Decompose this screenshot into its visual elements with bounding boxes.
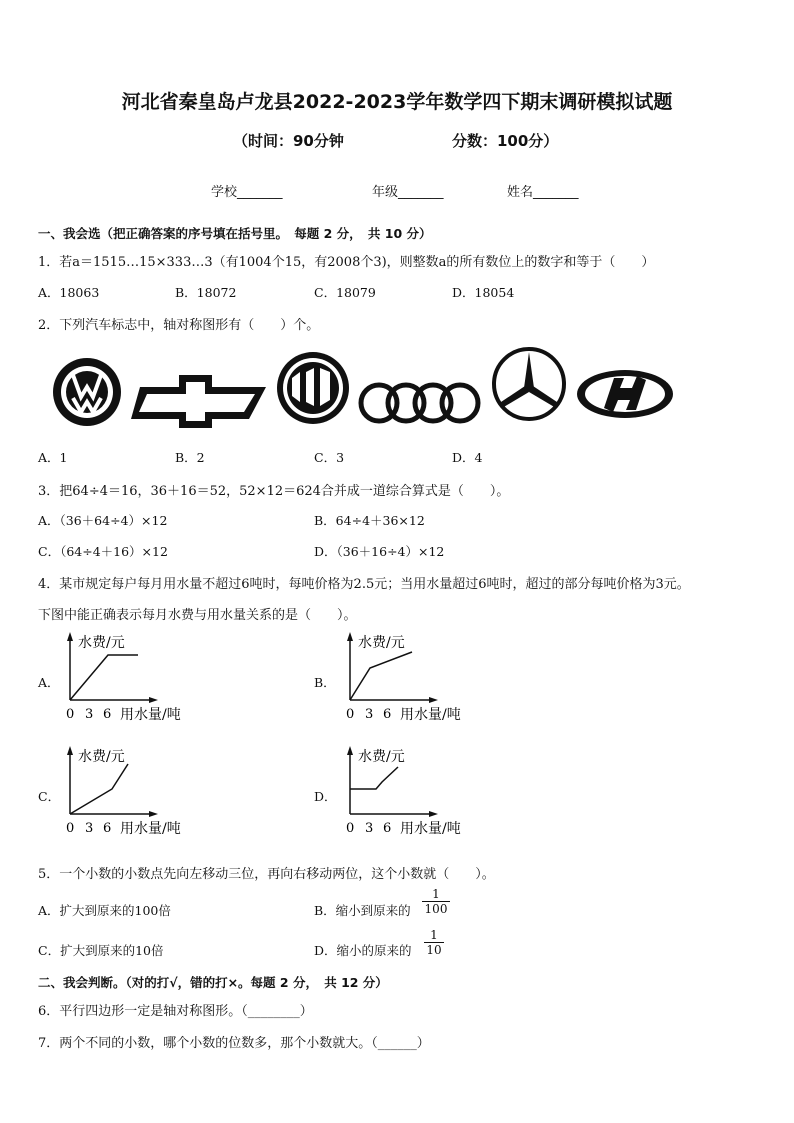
graph-d: [340, 742, 490, 840]
graph-b-tick-3: 3: [365, 707, 374, 722]
graph-a-tick-6: 6: [103, 707, 112, 722]
q4-option-c: C．: [38, 789, 61, 804]
fraction-denominator: 10: [424, 942, 444, 957]
audi-logo: [361, 385, 478, 421]
q1-option-b: B．18072: [175, 285, 237, 300]
grade-field: 年级_______: [372, 185, 444, 200]
q1-option-d: D．18054: [452, 285, 515, 300]
graph-a-tick-3: 3: [85, 707, 94, 722]
q3-option-c: C．（64÷4＋16）×12: [38, 544, 168, 559]
graph-c-xlabel: 用水量/吨: [120, 821, 181, 837]
q1-option-c: C．18079: [314, 285, 376, 300]
graph-b-ylabel: 水费/元: [358, 635, 405, 651]
hyundai-logo: [577, 370, 673, 418]
question-3: 3．把64÷4＝16，36＋16＝52，52×12＝624合并成一道综合算式是（ ）。: [38, 484, 510, 499]
question-1: 1．若a＝1515…15×333…3（有1004个15，有2008个3)，则整数a的所有数位上的数字和等于（ ）: [38, 255, 655, 270]
q2-option-d: D．4: [452, 450, 483, 465]
question-6: 6．平行四边形一定是轴对称图形。（________）: [38, 1004, 313, 1019]
graph-b-tick-6: 6: [383, 707, 392, 722]
question-7: 7．两个不同的小数，哪个小数的位数多，那个小数就大。（______）: [38, 1036, 430, 1051]
fraction-numerator: 1: [432, 887, 440, 901]
section-2-title: 二、我会判断。（对的打√，错的打×。每题 2 分， 共 12 分）: [38, 975, 388, 990]
q5-option-b-fraction: [422, 887, 450, 916]
question-2: 2．下列汽车标志中，轴对称图形有（ ）个。: [38, 318, 320, 333]
graph-d-xlabel: 用水量/吨: [400, 821, 461, 837]
graph-c-ylabel: 水费/元: [78, 749, 125, 765]
q3-option-b: B．64÷4＋36×12: [314, 513, 425, 528]
q4-option-a: A．: [38, 675, 60, 690]
graph-a: [60, 628, 210, 726]
buick-logo: [277, 352, 349, 424]
question-4-line-1: 4．某市规定每户每月用水量不超过6吨时，每吨价格为2.5元；当用水量超过6吨时，超过的部分每吨价格为3元。: [38, 577, 690, 592]
q2-option-b: B．2: [175, 450, 205, 465]
page-title: 河北省秦皇岛卢龙县2022-2023学年数学四下期末调研模拟试题: [121, 91, 673, 113]
graph-c-tick-3: 3: [85, 821, 94, 836]
graph-b: [340, 628, 490, 726]
question-4-line-2: 下图中能正确表示每月水费与用水量关系的是（ ）。: [38, 608, 357, 623]
graph-d-tick-3: 3: [365, 821, 374, 836]
q2-option-a: A．1: [38, 450, 68, 465]
graph-d-tick-0: 0: [346, 821, 355, 836]
graph-a-xlabel: 用水量/吨: [120, 707, 181, 723]
q1-option-a: A．18063: [38, 285, 100, 300]
q5-option-a: A．扩大到原来的100倍: [38, 903, 171, 918]
fraction-numerator: 1: [430, 928, 438, 942]
car-logos: [40, 340, 690, 440]
school-field: 学校_______: [211, 185, 283, 200]
chevrolet-logo: [131, 375, 266, 428]
time-label: （时间：90分钟: [233, 132, 344, 150]
graph-b-tick-0: 0: [346, 707, 355, 722]
q4-option-d: D．: [314, 789, 337, 804]
q3-option-a: A．（36＋64÷4）×12: [38, 513, 168, 528]
q4-option-b: B．: [314, 675, 336, 690]
graph-c-tick-6: 6: [103, 821, 112, 836]
q3-option-d: D．（36＋16÷4）×12: [314, 544, 445, 559]
graph-a-tick-0: 0: [66, 707, 75, 722]
graph-c: [60, 742, 210, 840]
graph-d-ylabel: 水费/元: [358, 749, 405, 765]
question-5: 5．一个小数的小数点先向左移动三位，再向右移动两位，这个小数就（ ）。: [38, 867, 495, 882]
graph-b-xlabel: 用水量/吨: [400, 707, 461, 723]
volkswagen-logo: [53, 358, 121, 426]
mercedes-logo: [494, 349, 564, 419]
name-field: 姓名_______: [507, 185, 579, 200]
q2-option-c: C．3: [314, 450, 345, 465]
q5-option-d-fraction: [424, 928, 444, 957]
q5-option-d: D．缩小的原来的: [314, 943, 412, 958]
graph-c-tick-0: 0: [66, 821, 75, 836]
q5-option-b: B．缩小到原来的: [314, 903, 411, 918]
graph-d-tick-6: 6: [383, 821, 392, 836]
graph-a-ylabel: 水费/元: [78, 635, 125, 651]
section-1-title: 一、我会选（把正确答案的序号填在括号里。 每题 2 分， 共 10 分）: [38, 226, 432, 241]
q5-option-c: C．扩大到原来的10倍: [38, 943, 164, 958]
fraction-denominator: 100: [422, 901, 450, 916]
score-label: 分数：100分）: [452, 132, 559, 150]
